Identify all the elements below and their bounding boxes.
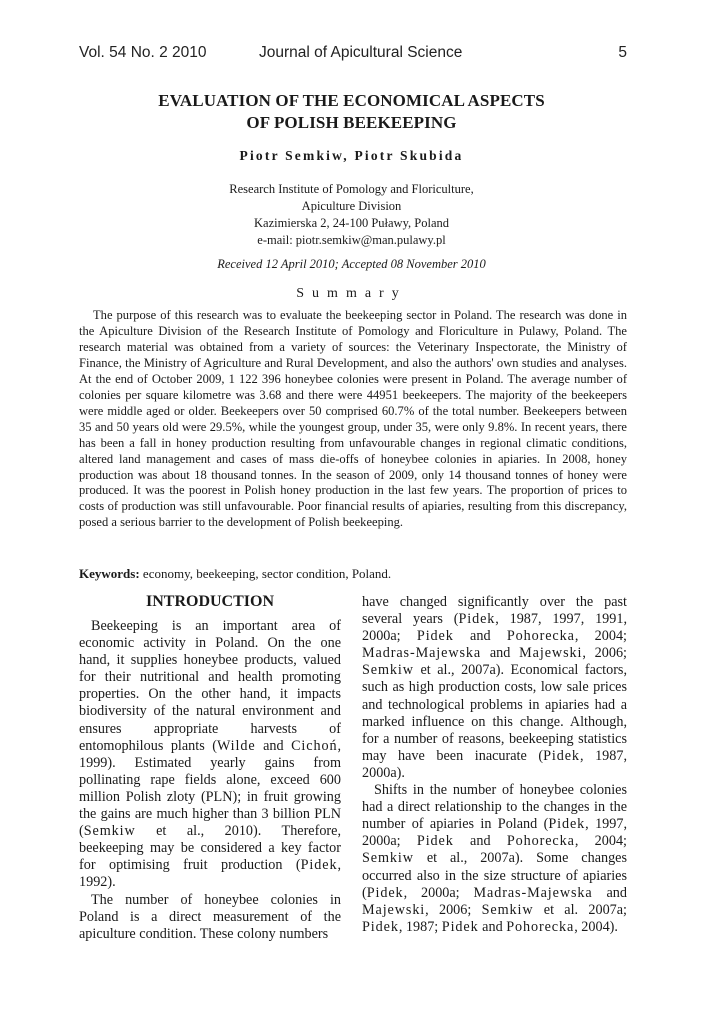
- affiliation-address: Kazimierska 2, 24-100 Puławy, Poland: [254, 216, 449, 230]
- received-dates: Received 12 April 2010; Accepted 08 November 2010: [217, 257, 486, 271]
- citation: Majewski: [362, 901, 426, 918]
- affiliation-division: Apiculture Division: [301, 199, 402, 213]
- citation: Madras-Majewska: [362, 645, 482, 662]
- citation: Madras-Majewska: [473, 884, 593, 901]
- citation: Pidek: [362, 918, 399, 935]
- left-column: [79, 592, 341, 943]
- title-line-1: EVALUATION OF THE ECONOMICAL ASPECTS: [158, 91, 545, 110]
- introduction-heading: INTRODUCTION: [145, 593, 274, 610]
- citation: Pohorecka: [506, 628, 575, 645]
- citation: Pidek: [366, 884, 404, 901]
- citation: Semkiw: [481, 901, 534, 918]
- intro-paragraph-1: Beekeeping is an important area of economic activity in Poland. On the one hand, it supplies honeybee products, valued for their nutritional and health promoting properties. On the other hand, it impacts biodiversity of the natural environment and ensures appropriate harvests of entomophilous plants (Wilde and Cichoń, 1999). Estimated yearly gains from pollinating rape fields alone, exceed 600 million Polish zloty (PLN); in fruit growing the gains are much higher than 3 billion PLN (Semkiw et al., 2010). Therefore, beekeeping may be considered a key factor for optimising fruit production (Pidek, 1992).: [79, 618, 341, 891]
- citation: Pidek: [416, 628, 454, 645]
- summary-heading: Summary: [296, 286, 407, 301]
- intro-paragraph-2: The number of honeybee colonies in Poland is a direct measurement of the apiculture condition. These colony numbers: [79, 891, 341, 942]
- intro-paragraph-3: Shifts in the number of honeybee colonies had a direct relationship to the changes in the number of apiaries in Poland (Pidek, 1997, 2000a; Pidek and Pohorecka, 2004; Semkiw et al., 2007a). Some changes occurred also in the size structure of apiaries (Pidek, 2000a; Madras-Majewska and Majewski, 2006; Semkiw et al. 2007a; Pidek, 1987; Pidek and Pohorecka, 2004).: [362, 782, 627, 935]
- citation: Pidek: [458, 611, 496, 628]
- right-column: [362, 594, 627, 936]
- citation: Pidek: [441, 918, 479, 935]
- citation: Semkiw: [83, 823, 136, 840]
- author-list: Piotr Semkiw, Piotr Skubida: [239, 148, 464, 163]
- citation: Pohorecka: [506, 833, 575, 850]
- volume-info: Vol. 54 No. 2 2010: [79, 44, 207, 61]
- affiliation: [60, 181, 643, 249]
- paper-title: [60, 90, 643, 134]
- citation: Wilde: [216, 737, 256, 754]
- citation: Pidek: [300, 857, 338, 874]
- page-number: 5: [618, 44, 627, 61]
- journal-name: Journal of Apicultural Science: [259, 44, 463, 61]
- citation: Semkiw: [362, 850, 414, 867]
- citation: Pidek: [548, 816, 586, 833]
- running-header: [79, 44, 627, 66]
- citation: Pidek: [416, 833, 454, 850]
- citation: Majewski: [519, 645, 583, 662]
- affiliation-email: e-mail: piotr.semkiw@man.pulawy.pl: [257, 233, 446, 247]
- citation: Pohorecka: [506, 918, 575, 935]
- affiliation-institute: Research Institute of Pomology and Floriculture,: [229, 182, 474, 196]
- citation: Cichoń: [291, 737, 338, 754]
- keywords-text: economy, beekeeping, sector condition, Poland.: [139, 566, 392, 581]
- citation: Pidek: [543, 747, 580, 764]
- title-line-2: OF POLISH BEEKEEPING: [246, 113, 457, 132]
- summary-text: The purpose of this research was to evaluate the beekeeping sector in Poland. The research was done in the Apiculture Division of the Research Institute of Pomology and Floriculture in Pulawy, Poland. The research material was obtained from a variety of sources: the Veterinary Inspectorate, the Ministry of Finance, the Ministry of Agriculture and Rural Development, and also the authors' own studies and analyses. At the end of October 2009, 1 122 396 honeybee colonies were present in Poland. The average number of colonies per square kilometre was 3.68 and there were 44951 beekeepers. The majority of the beekeepers were middle aged or older. Beekeepers over 50 comprised 60.7% of the total number. Beekeepers between 35 and 50 years old were 29.5%, while the youngest group, under 35, were only 9.8%. In recent years, there has been a fall in honey production resulting from unfavourable changes in regional climatic conditions, altered land management and cases of mass die-offs of honeybee colonies in apiaries. In 2008, honey production was about 18 thousand tonnes. In the season of 2009, only 14 thousand tonnes of honey were produced. It was the poorest in Polish honey production in the last few years. The proportion of prices to costs of production was still unfavourable. Poor financial results of apiaries, resulting from this discrepancy, posed a serious barrier to the development of Polish beekeeping.: [79, 308, 627, 530]
- intro-paragraph-2-continued: have changed significantly over the past several years (Pidek, 1987, 1997, 1991, 2000a; Pidek and Pohorecka, 2004; Madras-Majewska and Majewski, 2006; Semkiw et al., 2007a). Economical factors, such as high production costs, low sale prices and technological problems in apiaries had a marked influence on this change. Although, for a number of reasons, beekeeping statistics may have been inacurate (Pidek, 1987, 2000a).: [362, 594, 628, 781]
- keywords-label: Keywords:: [79, 566, 140, 581]
- citation: Semkiw: [362, 662, 414, 679]
- keywords: [79, 566, 627, 582]
